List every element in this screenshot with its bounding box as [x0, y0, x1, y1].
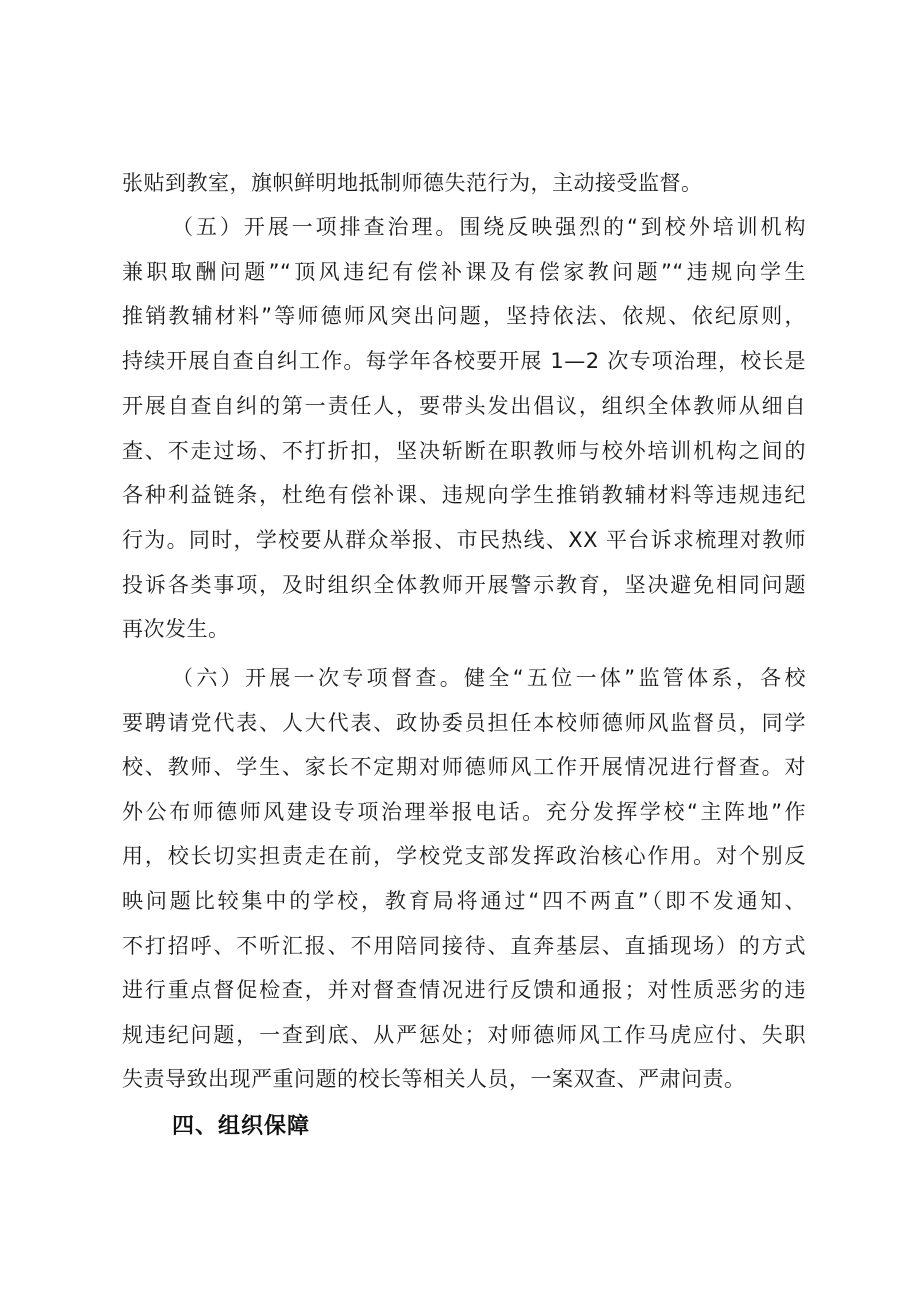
- section-5-line: 开展自查自纠的第一责任人，要带头发出倡议，组织全体教师从细自: [122, 394, 806, 418]
- section-5-line: 各种利益链条，杜绝有偿补课、违规向学生推销教辅材料等违规违纪: [122, 483, 806, 507]
- section-5-line: （五）开展一项排查治理。围绕反映强烈的“到校外培训机构: [172, 215, 806, 239]
- section-5-line: 投诉各类事项，及时组织全体教师开展警示教育，坚决避免相同问题: [122, 573, 806, 597]
- section-6-line: 映问题比较集中的学校，教育局将通过“四不两直”（即不发通知、: [122, 889, 806, 913]
- section-4-heading: 四、组织保障: [172, 1114, 311, 1139]
- section-5-line: 兼职取酬问题”“顶风违纪有偿补课及有偿家教问题”“违规向学生: [122, 260, 806, 284]
- section-6-line: 规违纪问题，一查到底、从严惩处；对师德师风工作马虎应付、失职: [122, 1023, 806, 1047]
- section-6-line: 外公布师德师风建设专项治理举报电话。充分发挥学校“主阵地”作: [122, 800, 806, 824]
- section-5-line: 持续开展自查自纠工作。每学年各校要开展 1—2 次专项治理，校长是: [122, 349, 806, 373]
- section-6-line: 校、教师、学生、家长不定期对师德师风工作开展情况进行督查。对: [122, 755, 806, 779]
- paragraph-line-intro-tail: 张贴到教室，旗帜鲜明地抵制师德失范行为，主动接受监督。: [122, 171, 703, 195]
- section-6-line: 要聘请党代表、人大代表、政协委员担任本校师德师风监督员，同学: [122, 711, 806, 735]
- section-5-line: 推销教辅材料”等师德师风突出问题，坚持依法、依规、依纪原则，: [122, 304, 806, 328]
- section-5-line: 查、不走过场、不打折扣，坚决斩断在职教师与校外培训机构之间的: [122, 439, 806, 463]
- section-6-line: 用，校长切实担责走在前，学校党支部发挥政治核心作用。对个别反: [122, 844, 806, 868]
- section-6-line: 失责导致出现严重问题的校长等相关人员，一案双查、严肃问责。: [122, 1067, 746, 1091]
- section-6-line: 进行重点督促检查，并对督查情况进行反馈和通报；对性质恶劣的违: [122, 978, 806, 1002]
- section-5-line: 再次发生。: [122, 617, 230, 641]
- section-6-line: （六）开展一次专项督查。健全“五位一体”监管体系，各校: [172, 666, 806, 690]
- section-5-line: 行为。同时，学校要从群众举报、市民热线、XX 平台诉求梳理对教师: [122, 528, 806, 552]
- section-6-line: 不打招呼、不听汇报、不用陪同接待、直奔基层、直插现场）的方式: [122, 934, 806, 958]
